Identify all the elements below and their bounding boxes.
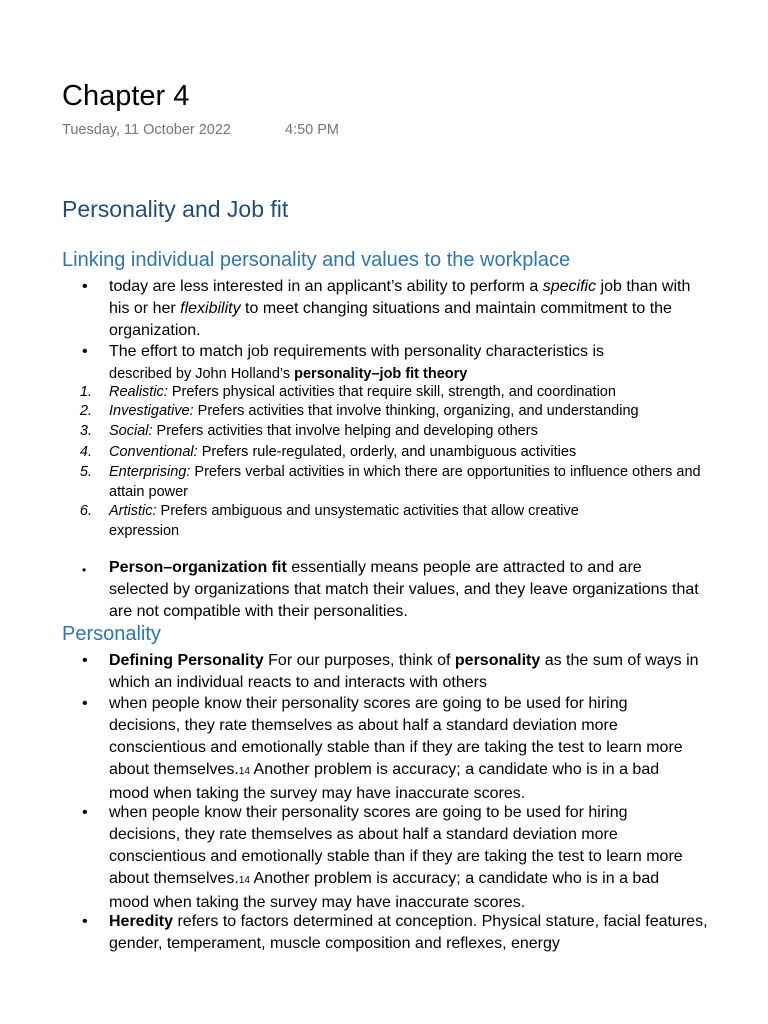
page-title: Chapter 4	[62, 80, 190, 112]
bullet-applicant-flexibility: today are less interested in an applicant’s ability to perform a specific job than with his or her flexibility to meet changing situations and maintain commitment to the organization.	[109, 278, 691, 339]
bullet-glyph: •	[82, 804, 88, 821]
bullet-glyph: •	[82, 278, 88, 295]
list-item-social: Social: Prefers activities that involve helping and developing others	[109, 423, 538, 439]
list-number: 4.	[79, 444, 92, 460]
list-item-artistic: Artistic: Prefers ambiguous and unsystematic activities that allow creative expression	[109, 503, 579, 539]
page-time: 4:50 PM	[285, 122, 339, 138]
list-item-conventional: Conventional: Prefers rule-regulated, orderly, and unambiguous activities	[109, 444, 577, 460]
bullet-holland-theory: The effort to match job requirements with personality characteristics is described by John Holland’s personality–job fit theory	[109, 343, 605, 382]
bullet-glyph: •	[82, 913, 88, 930]
list-number: 1.	[79, 384, 92, 400]
list-item-realistic: Realistic: Prefers physical activities that require skill, strength, and coordination	[109, 384, 616, 400]
bullet-personality-scores-1: when people know their personality scores are going to be used for hiring decisions, they rate themselves as about half a standard deviation more conscientious and emotionally stable than if they are taking the test to learn more about themselves.14 Another problem is accuracy; a candidate who is in a bad mood when taking the survey may have inaccurate scores.	[109, 695, 683, 802]
bullet-personality-scores-2: when people know their personality scores are going to be used for hiring decisions, they rate themselves as about half a standard deviation more conscientious and emotionally stable than if they are taking the test to learn more about themselves.14 Another problem is accuracy; a candidate who is in a bad mood when taking the survey may have inaccurate scores.	[109, 804, 683, 911]
list-number: 2.	[79, 403, 92, 419]
section-heading-personality-job-fit: Personality and Job fit	[62, 196, 289, 222]
bullet-glyph: •	[82, 652, 88, 669]
page-date: Tuesday, 11 October 2022	[62, 122, 232, 138]
list-number: 5.	[79, 464, 92, 480]
list-number: 3.	[79, 423, 92, 439]
bullet-glyph: •	[82, 563, 87, 577]
subheading-linking: Linking individual personality and values to the workplace	[62, 249, 571, 271]
heading-personality: Personality	[62, 623, 161, 645]
list-item-investigative: Investigative: Prefers activities that involve thinking, organizing, and understanding	[109, 403, 639, 419]
bullet-heredity: Heredity refers to factors determined at conception. Physical stature, facial features, gender, temperament, muscle composition and reflexes, energy	[109, 913, 708, 952]
bullet-person-organization-fit: Person–organization fit essentially means people are attracted to and are selected by organizations that match their values, and they leave organizations that are not compatible with their personalities.	[109, 559, 699, 620]
list-number: 6.	[79, 503, 92, 519]
list-item-enterprising: Enterprising: Prefers verbal activities in which there are opportunities to influence others and attain power	[109, 464, 701, 500]
bullet-defining-personality: Defining Personality For our purposes, think of personality as the sum of ways in which an individual reacts to and interacts with others	[109, 652, 699, 691]
bullet-glyph: •	[82, 695, 88, 712]
bullet-glyph: •	[82, 343, 88, 360]
